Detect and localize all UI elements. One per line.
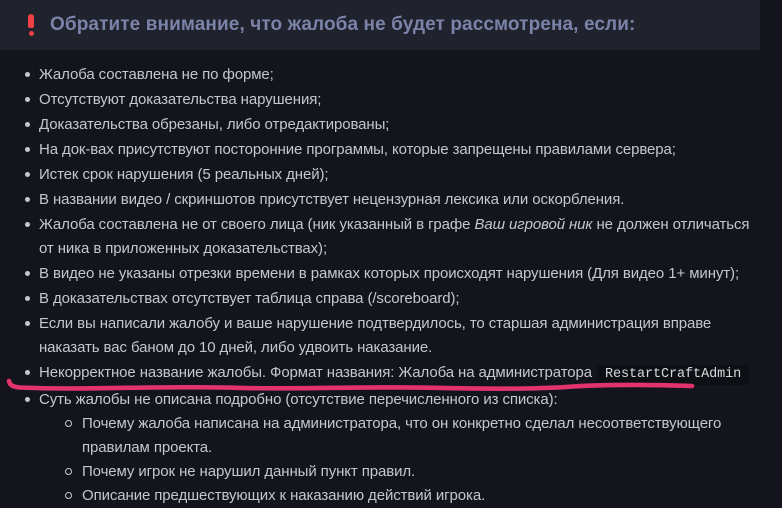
- list-item: В доказательствах отсутствует таблица справа (/scoreboard);: [22, 287, 762, 311]
- exclamation-icon: [27, 14, 35, 36]
- list-item: В видео не указаны отрезки времени в рамках которых происходят нарушения (Для видео 1+ минут);: [22, 262, 762, 286]
- field-name-emphasis: Ваш игровой ник: [474, 216, 593, 233]
- list-item-highlighted: [22, 361, 762, 387]
- sub-list-item: Почему жалоба написана на администратора, что он конкретно сделал несоответствующего правилам проекта.: [63, 412, 737, 460]
- admin-name-code-chip: RestartCraftAdmin: [597, 365, 749, 385]
- list-item: Доказательства обрезаны, либо отредактированы;: [22, 113, 762, 137]
- list-item: Жалоба составлена не по форме;: [22, 63, 762, 87]
- notice-title: Обратите внимание, что жалоба не будет рассмотрена, если:: [50, 14, 636, 35]
- notice-header: [0, 0, 760, 50]
- list-item-text: не должен отличаться от ника в приложенных доказательствах);: [39, 216, 750, 257]
- sub-list-item: Почему игрок не нарушил данный пункт правил.: [63, 460, 737, 484]
- rules-content: [0, 50, 782, 508]
- list-item: Отсутствуют доказательства нарушения;: [22, 88, 762, 112]
- list-item: В названии видео / скриншотов присутствует нецензурная лексика или оскорбления.: [22, 188, 762, 212]
- list-item-text: Некорректное название жалобы. Формат названия: Жалоба на администратора: [39, 364, 593, 381]
- list-item-text: Суть жалобы не описана подробно (отсутствие перечисленного из списка):: [39, 391, 558, 408]
- list-item: Если вы написали жалобу и ваше нарушение подтвердилось, то старшая администрация вправе наказать вас баном до 10 дней, либо удвоить наказание.: [22, 312, 762, 360]
- conditions-list: [22, 63, 762, 508]
- list-item: [22, 388, 762, 508]
- missing-details-sublist: [39, 412, 762, 508]
- sub-list-item: Описание предшествующих к наказанию действий игрока.: [63, 484, 737, 508]
- list-item: Истек срок нарушения (5 реальных дней);: [22, 163, 762, 187]
- list-item-text: Жалоба составлена не от своего лица (ник указанный в графе: [39, 216, 475, 233]
- list-item: На док-вах присутствуют посторонние программы, которые запрещены правилами сервера;: [22, 138, 762, 162]
- list-item: [22, 213, 762, 261]
